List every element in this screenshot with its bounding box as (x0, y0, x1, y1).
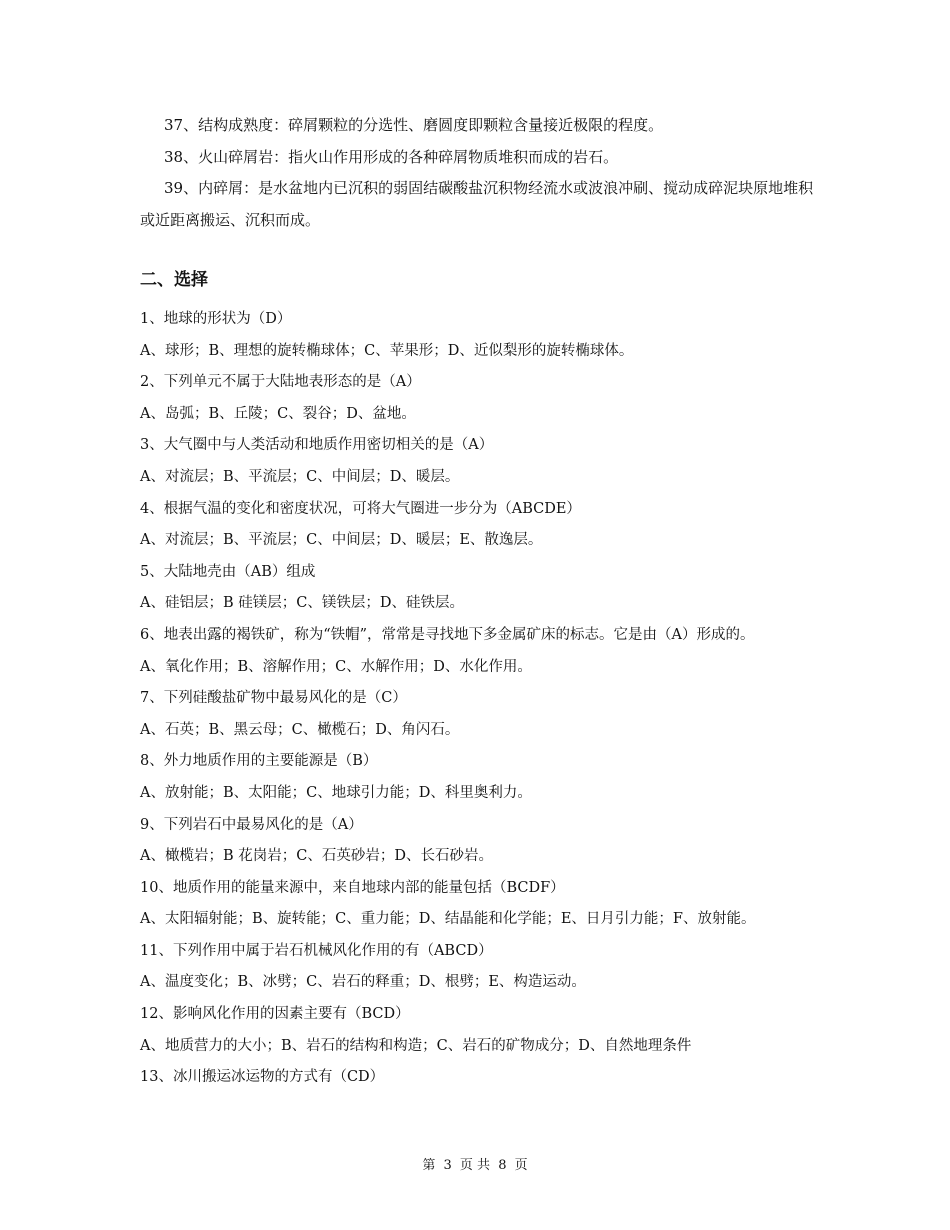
definition-item: 37、结构成熟度：碎屑颗粒的分选性、磨圆度即颗粒含量接近极限的程度。 (164, 116, 664, 134)
question-text: 3、大气圈中与人类活动和地质作用密切相关的是（A） (140, 437, 494, 454)
question-text: 6、地表出露的褐铁矿，称为“铁帽”，常常是寻找地下多金属矿床的标志。它是由（A）形成的。 (140, 626, 755, 643)
question-text: 4、根据气温的变化和密度状况，可将大气圈进一步分为（ABCDE） (140, 500, 581, 517)
answer-options: A、地质营力的大小；B、岩石的结构和构造；C、岩石的矿物成分；D、自然地理条件 (140, 1037, 692, 1054)
question-text: 7、下列硅酸盐矿物中最易风化的是（C） (140, 690, 407, 707)
question-text: 8、外力地质作用的主要能源是（B） (140, 753, 378, 770)
definition-item: 39、内碎屑：是水盆地内已沉积的弱固结碳酸盐沉积物经流水或波浪冲刷、搅动成碎泥块原地堆积或近距离搬运、沉积而成。 (140, 179, 814, 229)
answer-options: A、硅铝层；B 硅镁层；C、镁铁层；D、硅铁层。 (140, 595, 464, 612)
definitions-block (140, 110, 820, 236)
answer-options: A、石英；B、黑云母；C、橄榄石；D、角闪石。 (140, 721, 460, 738)
answer-options: A、对流层；B、平流层；C、中间层；D、暖层。 (140, 468, 460, 485)
question-text: 11、下列作用中属于岩石机械风化作用的有（ABCD） (140, 942, 493, 959)
footer-page-total: 8 (498, 1158, 507, 1173)
question-text: 9、下列岩石中最易风化的是（A） (140, 816, 363, 833)
section-title: 二、选择 (140, 270, 208, 290)
answer-options: A、橄榄岩；B 花岗岩；C、石英砂岩；D、长石砂岩。 (140, 848, 493, 865)
footer-mid: 页 共 (459, 1158, 491, 1173)
question-text: 12、影响风化作用的因素主要有（BCD） (140, 1006, 410, 1023)
answer-options: A、球形；B、理想的旋转椭球体；C、苹果形；D、近似梨形的旋转椭球体。 (140, 342, 634, 359)
answer-options: A、太阳辐射能；B、旋转能；C、重力能；D、结晶能和化学能；E、日月引力能；F、放射能。 (140, 911, 756, 928)
question-text: 5、大陆地壳由（AB）组成 (140, 563, 316, 580)
answer-options: A、岛弧；B、丘陵；C、裂谷；D、盆地。 (140, 405, 416, 422)
answer-options: A、对流层；B、平流层；C、中间层；D、暖层；E、散逸层。 (140, 532, 543, 549)
footer-prefix: 第 (422, 1158, 436, 1173)
question-text: 13、冰川搬运冰运物的方式有（CD） (140, 1069, 385, 1086)
page-footer (0, 1157, 950, 1175)
question-text: 2、下列单元不属于大陆地表形态的是（A） (140, 374, 421, 391)
answer-options: A、放射能；B、太阳能；C、地球引力能；D、科里奥利力。 (140, 784, 532, 801)
answer-options: A、氧化作用；B、溶解作用；C、水解作用；D、水化作用。 (140, 658, 532, 675)
questions-list (140, 304, 830, 1094)
question-text: 10、地质作用的能量来源中，来自地球内部的能量包括（BCDF） (140, 879, 565, 896)
question-text: 1、地球的形状为（D） (140, 311, 292, 327)
definition-item: 38、火山碎屑岩：指火山作用形成的各种碎屑物质堆积而成的岩石。 (164, 147, 619, 166)
answer-options: A、温度变化；B、冰劈；C、岩石的释重；D、根劈；E、构造运动。 (140, 974, 586, 991)
footer-suffix: 页 (514, 1158, 528, 1173)
footer-page-current: 3 (443, 1158, 452, 1173)
